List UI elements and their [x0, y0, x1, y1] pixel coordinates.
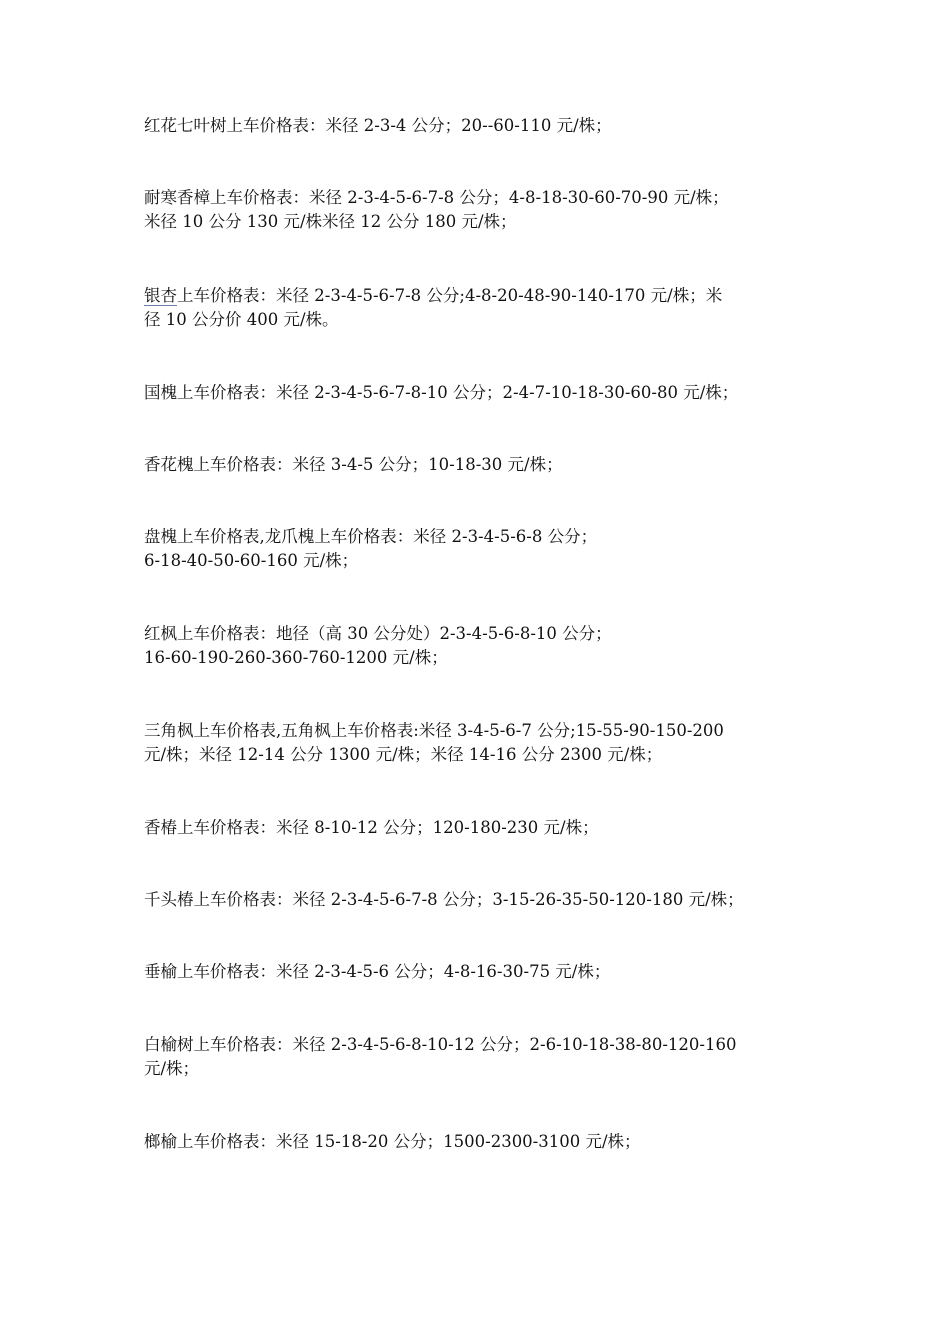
text-line: 国槐上车价格表：米径 2-3-4-5-6-7-8-10 公分；2-4-7-10-18-30-60-80 元/株；: [144, 383, 739, 402]
text-line: 三角枫上车价格表,五角枫上车价格表:米径 3-4-5-6-7 公分;15-55-90-150-200: [144, 721, 724, 740]
text-line: 白榆树上车价格表：米径 2-3-4-5-6-8-10-12 公分；2-6-10-18-38-80-120-160: [144, 1035, 737, 1054]
text-line: 红花七叶树上车价格表：米径 2-3-4 公分；20--60-110 元/株；: [144, 116, 612, 135]
text-line: 耐寒香樟上车价格表：米径 2-3-4-5-6-7-8 公分；4-8-18-30-60-70-90 元/株；: [144, 188, 729, 207]
text-line: [144, 284, 816, 308]
text-line: 16-60-190-260-360-760-1200 元/株；: [144, 648, 448, 667]
text-line: 米径 10 公分 130 元/株米径 12 公分 180 元/株；: [144, 212, 517, 231]
paragraph-yinxing: [144, 284, 816, 332]
paragraph-guohuai: [144, 381, 816, 405]
text-line: 香椿上车价格表：米径 8-10-12 公分；120-180-230 元/株；: [144, 818, 599, 837]
paragraph-xiangchun: [144, 816, 816, 840]
paragraph-langyu: [144, 1130, 816, 1154]
paragraph-qiantouchun: [144, 888, 816, 912]
paragraph-naihan-xiangzhang: [144, 186, 816, 234]
paragraph-xianghuahuai: [144, 453, 816, 477]
paragraph-chuiyu: [144, 960, 816, 984]
text-line: 元/株；米径 12-14 公分 1300 元/株；米径 14-16 公分 2300 元/株；: [144, 745, 663, 764]
paragraph-panhuai: [144, 525, 816, 573]
text-line: 6-18-40-50-60-160 元/株；: [144, 551, 359, 570]
text-line: 红枫上车价格表：地径（高 30 公分处）2-3-4-5-6-8-10 公分；: [144, 624, 612, 643]
paragraph-hongha-qiyeshu: [144, 114, 816, 138]
text-line: 元/株；: [144, 1059, 200, 1078]
text-line: 榔榆上车价格表：米径 15-18-20 公分；1500-2300-3100 元/株；: [144, 1132, 641, 1151]
paragraph-hongfeng: [144, 622, 816, 670]
underlined-term: 银杏: [144, 286, 177, 305]
paragraph-baiyushu: [144, 1033, 816, 1081]
text-line: 垂榆上车价格表：米径 2-3-4-5-6 公分；4-8-16-30-75 元/株；: [144, 962, 611, 981]
text-line: 径 10 公分价 400 元/株。: [144, 310, 339, 329]
text-segment: 上车价格表：米径 2-3-4-5-6-7-8 公分;4-8-20-48-90-140-170 元/株；米: [177, 286, 723, 305]
paragraph-sanjiaofeng: [144, 719, 816, 767]
text-line: 千头椿上车价格表：米径 2-3-4-5-6-7-8 公分；3-15-26-35-50-120-180 元/株；: [144, 890, 744, 909]
text-line: 盘槐上车价格表,龙爪槐上车价格表：米径 2-3-4-5-6-8 公分；: [144, 527, 598, 546]
text-line: 香花槐上车价格表：米径 3-4-5 公分；10-18-30 元/株；: [144, 455, 563, 474]
